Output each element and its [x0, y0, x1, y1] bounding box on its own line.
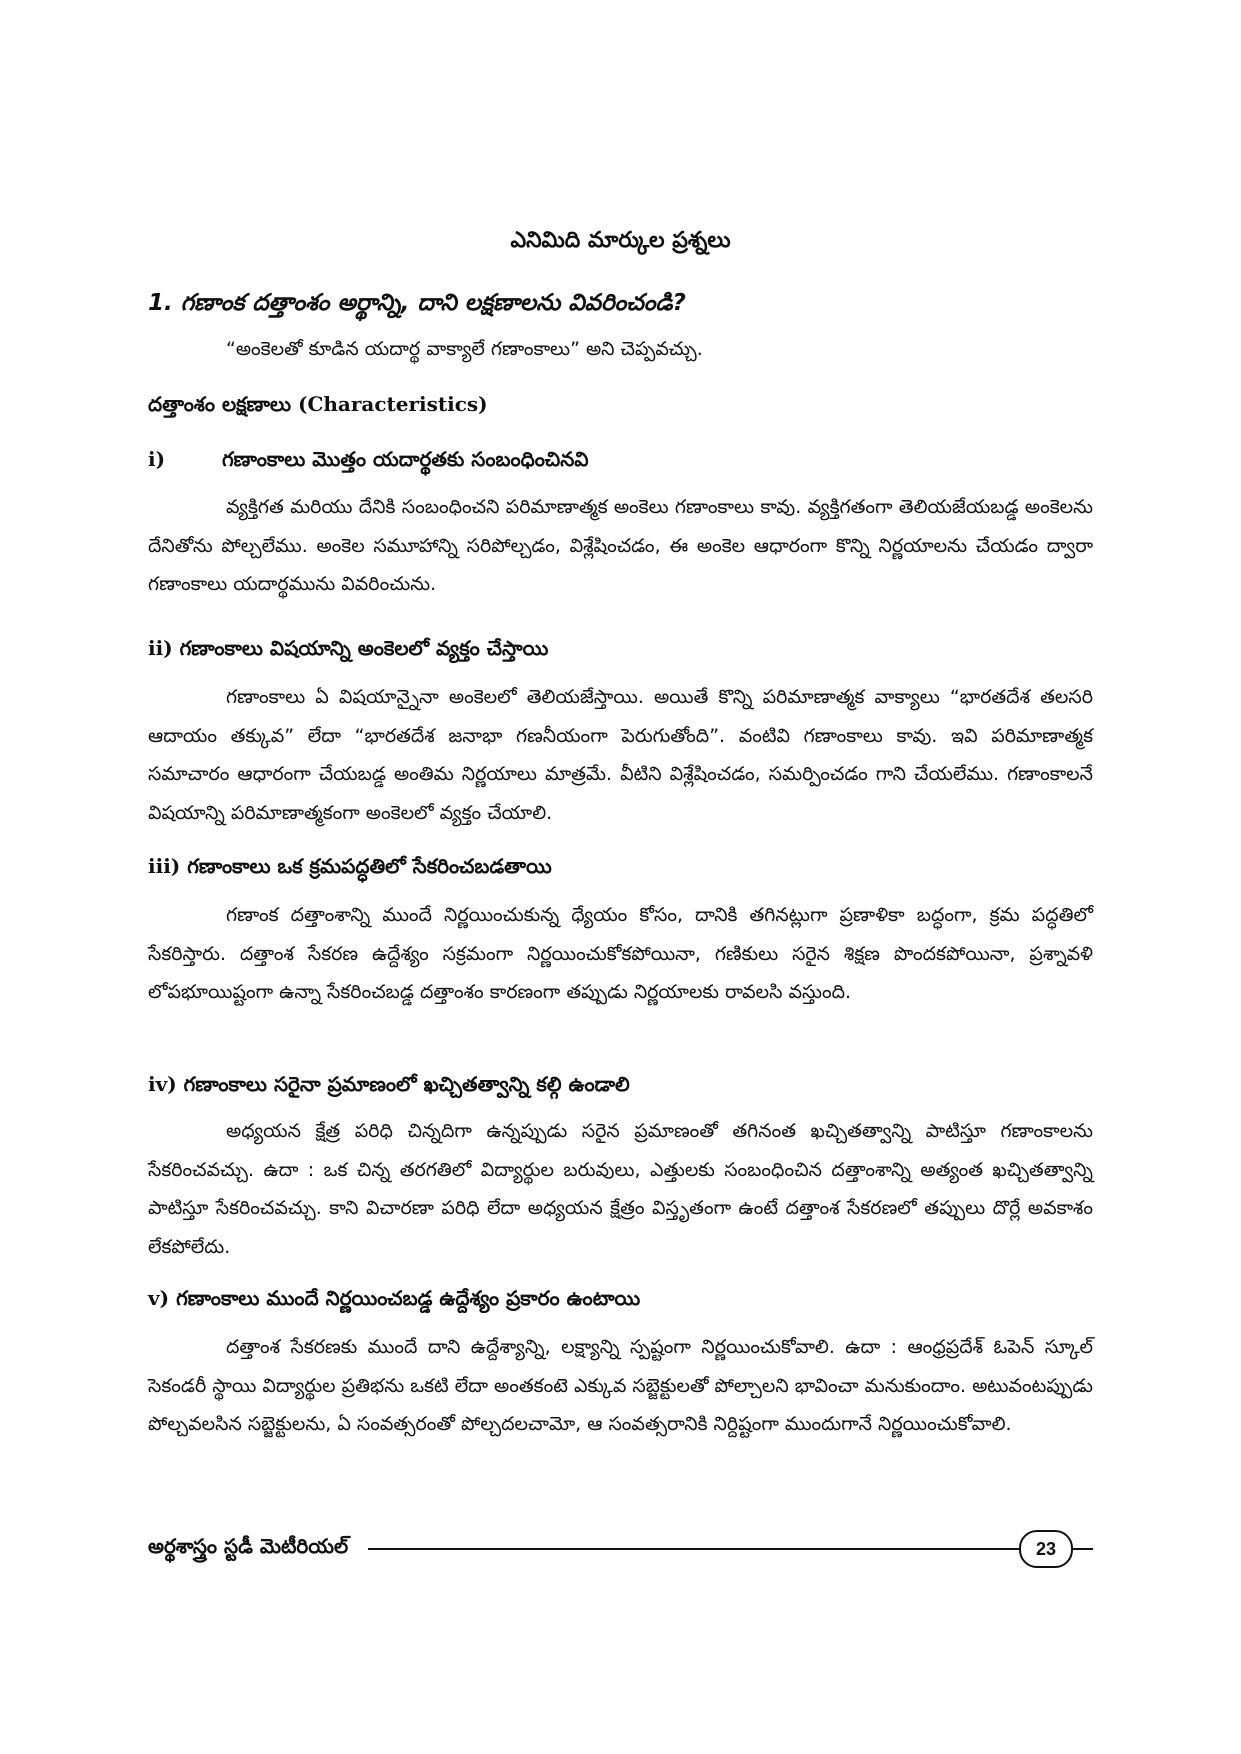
characteristics-heading-te: దత్తాంశం లక్షణాలు — [148, 392, 292, 416]
page-footer — [148, 1528, 1093, 1568]
section-2-body: గణాంకాలు ఏ విషయాన్నైనా అంకెలలో తెలియజేస్తాయి. అయితే కొన్ని పరిమాణాత్మక వాక్యాలు “భారతదేశ తలసరి ఆదాయం తక్కువ” లేదా “భారతదేశ జనాభా గణనీయంగా పెరుగుతోంది”. వంటివి గణాంకాలు కావు. ఇవి పరిమాణాత్మక సమాచారం ఆధారంగా చేయబడ్డ అంతిమ నిర్ణయాలు మాత్రమే. వీటిని విశ్లేషించడం, సమర్పించడం గాని చేయలేము. గణాంకాలనే విషయాన్ని పరిమాణాత్మకంగా అంకెలలో వ్యక్తం చేయాలి. — [148, 686, 1093, 824]
section-2-heading — [148, 636, 548, 665]
section-4-heading — [148, 1072, 630, 1101]
section-5-body-block — [148, 1328, 1093, 1444]
section-2-body-block — [148, 678, 1093, 832]
question-heading: 1. గణాంక దత్తాంశం అర్థాన్ని, దాని లక్షణాలను వివరించండి? — [148, 290, 686, 316]
section-1-title: గణాంకాలు మొత్తం యదార్థతకు సంబంధించినవి — [222, 447, 589, 471]
definition-quote: “అంకెలతో కూడిన యదార్థ వాక్యాలే గణాంకాలు” అని చెప్పవచ్చు. — [226, 338, 703, 360]
section-3-body-block — [148, 896, 1093, 1012]
section-1-number: i) — [148, 447, 166, 471]
section-4-body: అధ్యయన క్షేత్ర పరిధి చిన్నదిగా ఉన్నప్పుడు సరైన ప్రమాణంతో తగినంత ఖచ్చితత్వాన్ని పాటిస్తూ గణాంకాలను సేకరించవచ్చు. ఉదా : ఒక చిన్న తరగతిలో విద్యార్థుల బరువులు, ఎత్తులకు సంబంధించిన దత్తాంశాన్ని అత్యంత ఖచ్చితత్వాన్ని పాటిస్తూ సేకరించవచ్చు. కాని విచారణా పరిధి లేదా అధ్యయన క్షేత్రం విస్తృతంగా ఉంటే దత్తాంశ సేకరణలో తప్పులు దొర్లే అవకాశం లేకపోలేదు. — [148, 1120, 1093, 1258]
characteristics-heading — [148, 392, 488, 421]
section-4-body-block — [148, 1112, 1093, 1266]
section-4-title: గణాంకాలు సరైనా ప్రమాణంలో ఖచ్చితత్వాన్ని కల్గి ఉండాలి — [183, 1072, 630, 1096]
section-3-body: గణాంక దత్తాంశాన్ని ముందే నిర్ణయించుకున్న ధ్యేయం కోసం, దానికి తగినట్లుగా ప్రణాళికా బద్ధంగా, క్రమ పద్ధతిలో సేకరిస్తారు. దత్తాంశ సేకరణ ఉద్దేశ్యం సక్రమంగా నిర్ణయించుకోకపోయినా, గణికులు సరైన శిక్షణ పొందకపోయినా, ప్రశ్నావళి లోపభూయిష్టంగా ఉన్నా సేకరించబడ్డ దత్తాంశం కారణంగా తప్పుడు నిర్ణయాలకు రావలసి వస్తుంది. — [148, 904, 1093, 1003]
section-1-body: వ్యక్తిగత మరియు దేనికి సంబంధించని పరిమాణాత్మక అంకెలు గణాంకాలు కావు. వ్యక్తిగతంగా తెలియజేయబడ్డ అంకెలను దేనితోను పోల్చలేము. అంకెల సమూహాన్ని సరిపోల్చడం, విశ్లేషించడం, ఈ అంకెల ఆధారంగా కొన్ని నిర్ణయాలను చేయడం ద్వారా గణాంకాలు యదార్థమును వివరించును. — [148, 496, 1093, 595]
page-number-badge: 23 — [1019, 1530, 1073, 1568]
section-3-heading — [148, 854, 552, 883]
footer-book-title: అర్థశాస్త్రం స్టడీ మెటీరియల్ — [148, 1534, 356, 1563]
section-3-title: గణాంకాలు ఒక క్రమపద్ధతిలో సేకరించబడతాయి — [187, 854, 552, 878]
section-2-title: గణాంకాలు విషయాన్ని అంకెలలో వ్యక్తం చేస్తాయి — [179, 636, 549, 660]
section-4-number: iv) — [148, 1072, 177, 1096]
section-5-number: v) — [148, 1286, 170, 1310]
section-5-heading — [148, 1286, 640, 1315]
footer-rule — [368, 1548, 1093, 1550]
section-5-title: గణాంకాలు ముందే నిర్ణయించబడ్డ ఉద్దేశ్యం ప్రకారం ఉంటాయి — [176, 1286, 641, 1310]
page-title: ఎనిమిది మార్కుల ప్రశ్నలు — [510, 228, 731, 253]
section-1-body-block — [148, 488, 1093, 604]
characteristics-heading-en: (Characteristics) — [298, 392, 488, 416]
section-2-number: ii) — [148, 636, 173, 660]
section-5-body: దత్తాంశ సేకరణకు ముందే దాని ఉద్దేశ్యాన్ని, లక్ష్యాన్ని స్పష్టంగా నిర్ణయించుకోవాలి. ఉదా : ఆంధ్రప్రదేశ్ ఓపెన్ స్కూల్ సెకండరీ స్థాయి విద్యార్థుల ప్రతిభను ఒకటి లేదా అంతకంటె ఎక్కువ సబ్జెక్టులతో పోల్చాలని భావించా మనుకుందాం. అటువంటప్పుడు పోల్చవలసిన సబ్జెక్టులను, ఏ సంవత్సరంతో పోల్చదలచామో, ఆ సంవత్సరానికి నిర్దిష్టంగా ముందుగానే నిర్ణయించుకోవాలి. — [148, 1336, 1093, 1435]
section-3-number: iii) — [148, 854, 181, 878]
